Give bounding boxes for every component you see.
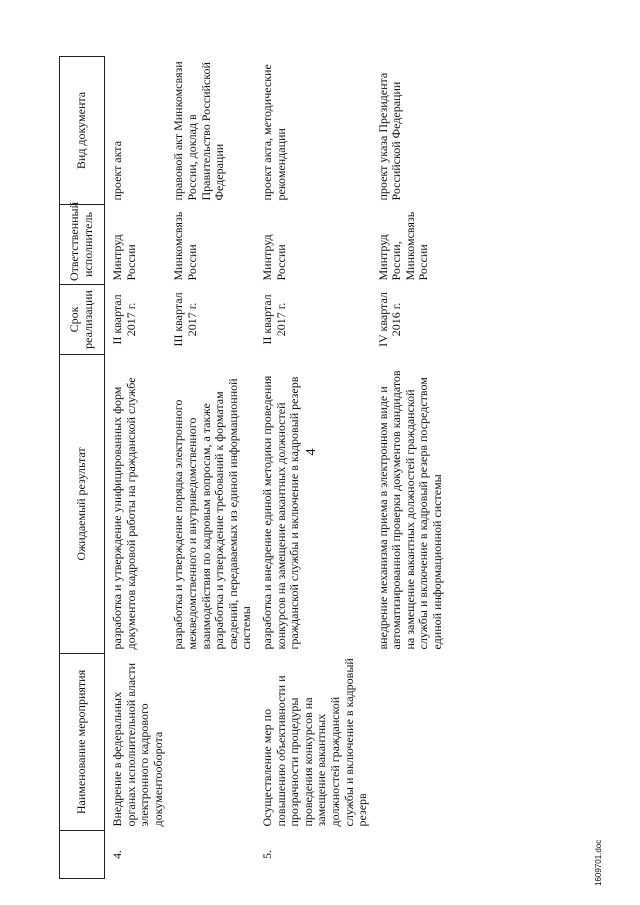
cell-document: проект акта, методические рекомендации bbox=[259, 64, 288, 201]
cell-term: II квартал 2017 г. bbox=[259, 294, 288, 345]
cell-document: проект акта bbox=[110, 140, 124, 201]
cell-term: II квартал 2017 г. bbox=[110, 294, 138, 345]
cell-name bbox=[169, 654, 258, 831]
cell-number bbox=[169, 831, 258, 879]
table-row bbox=[374, 57, 449, 879]
header-document: Вид документа bbox=[60, 57, 105, 205]
cell-number bbox=[374, 831, 449, 879]
cell-name bbox=[374, 654, 449, 831]
cell-result: разработка и утверждение порядка электронного межведомственного и внутриведомственного взаимодействия по кадровым вопросам, а также разработка и утверждение требований к форматам сведений, передаваемых из единой информационной системы bbox=[171, 378, 254, 650]
rotated-table-wrapper bbox=[59, 57, 579, 879]
cell-executor: Минтруд России bbox=[259, 234, 288, 281]
cell-name: Осуществление мер по повышению объективности и прозрачности процедуры проведения конкурсов на замещение вакантных должностей гражданской службы и включение в кадровый резерв bbox=[259, 658, 370, 827]
cell-executor: Минтруд России, Минкомсвязь России bbox=[375, 211, 431, 281]
cell-executor: Минкомсвязь России bbox=[171, 211, 199, 281]
header-term: Срок реализации bbox=[60, 285, 105, 355]
cell-number: 5. bbox=[259, 850, 274, 859]
header-executor: Ответственный исполнитель bbox=[60, 205, 105, 285]
cell-term: III квартал 2017 г. bbox=[171, 292, 199, 347]
action-plan-table bbox=[59, 56, 449, 879]
cell-result: разработка и внедрение единой методики проведения конкурсов на замещение вакантных должностей гражданской службы и включение в кадровый резерв bbox=[259, 375, 302, 650]
cell-document: проект указа Президента Российской Федерации bbox=[375, 72, 404, 201]
table-row bbox=[169, 57, 258, 879]
cell-name: Внедрение в федеральных органах исполнительной власти электронного кадрового документооборота bbox=[110, 662, 165, 827]
table-row bbox=[258, 57, 374, 879]
header-name: Наименование мероприятия bbox=[60, 654, 105, 831]
header-result: Ожидаемый результат bbox=[60, 355, 105, 654]
cell-result: внедрение механизма приема в электронном виде и автоматизированной проверки документов кандидатов на замещение вакантных должностей гражданской службы и включение в кадровый резерв посредством единой информационной системы bbox=[375, 370, 445, 650]
file-reference: 1609701.doc bbox=[594, 839, 603, 886]
cell-term: IV квартал 2016 г. bbox=[375, 292, 404, 347]
page-number: 4 bbox=[304, 448, 319, 456]
table-header-row bbox=[60, 57, 105, 879]
header-number bbox=[60, 831, 105, 879]
cell-number: 4. bbox=[110, 850, 124, 859]
table-row bbox=[105, 57, 170, 879]
cell-executor: Минтруд России bbox=[110, 234, 138, 281]
cell-result: разработка и утверждение унифицированных форм документов кадровой работы на гражданской службе bbox=[110, 377, 138, 650]
cell-document: правовой акт Минкомсвязи России, доклад в Правительство Российской Федерации bbox=[171, 61, 227, 201]
